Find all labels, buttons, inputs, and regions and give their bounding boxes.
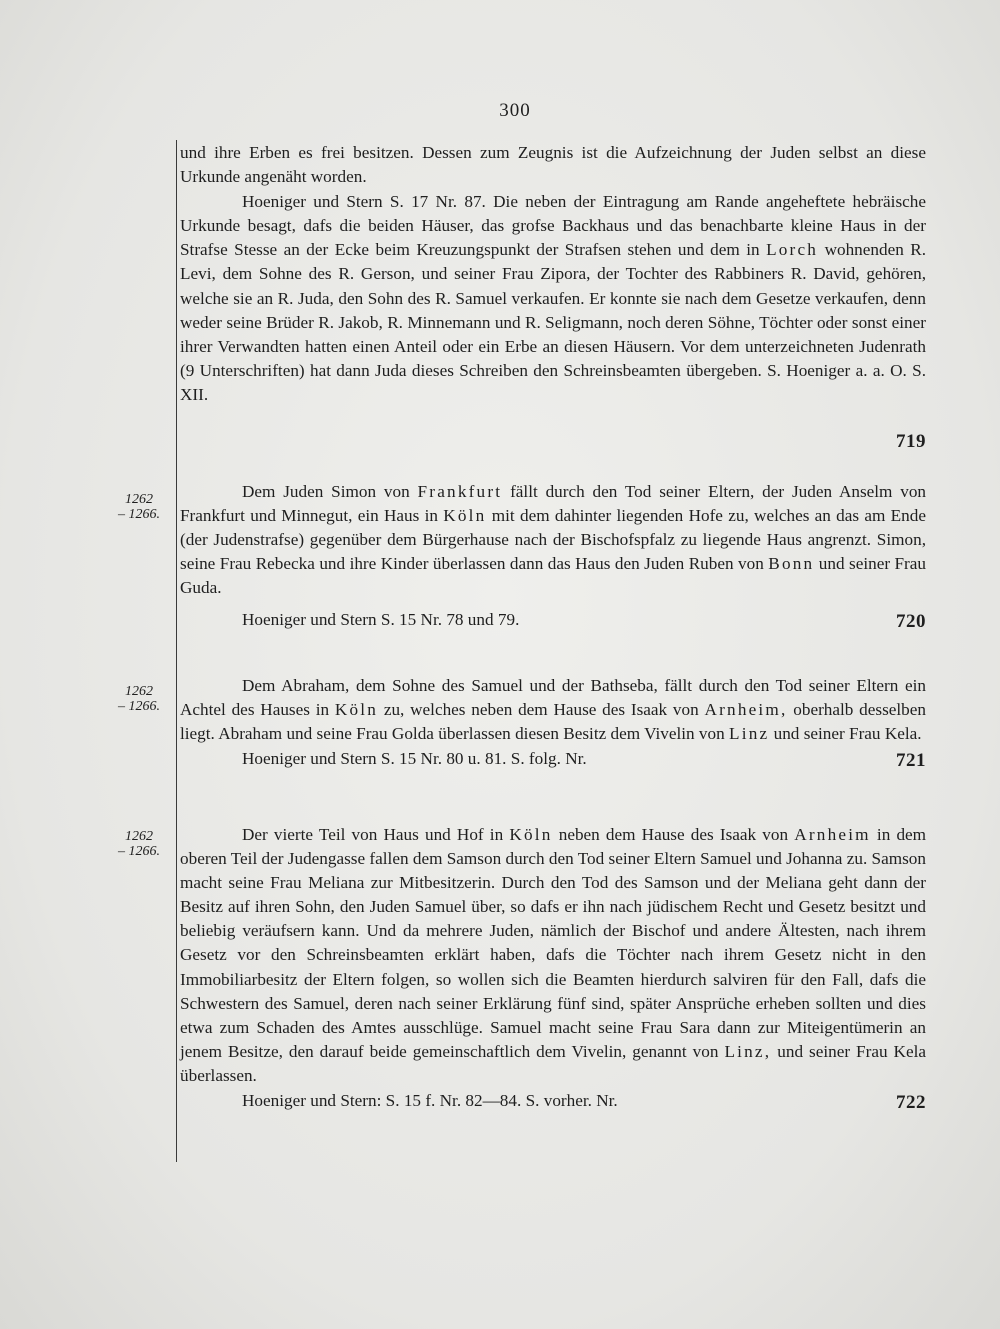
place-name: Arnheim, (704, 700, 788, 720)
entry-719-text-b: wohnenden R. Levi, dem Sohne des R. Gerson, und seiner Frau Zipora, der Tochter des Rabbiners R. David, gehören, welche sie an R. Juda, den Sohn des R. Samuel verkaufen. Er konnte sie nach dem Gesetze verkaufen, denn weder seine Brüder R. Jakob, R. Minnemann und R. Seligmann, noch deren Söhne, Töchter oder sonst einer ihrer Verwandten hatten einen Anteil oder ein Erbe an diesen Häusern. Vor dem unterzeichneten Judenrath (9 Unterschriften) hat dann Juda dieses Schreiben den Schreinsbeamten übergeben. S. Hoeniger a. a. O. S. XII. (180, 240, 927, 404)
entry-719 (180, 141, 927, 452)
margin-rule (176, 140, 177, 1162)
place-name: Lorch (766, 240, 819, 260)
bleed-through-left (96, 140, 176, 162)
place-name: Arnheim (794, 825, 871, 844)
entry-719-opening: und ihre Erben es frei besitzen. Dessen zum Zeugnis ist die Aufzeichnung der Juden selbst an diese Urkunde angenäht worden. (180, 143, 926, 187)
entry-number: 720 (896, 611, 926, 633)
entry-720-body (180, 480, 926, 600)
entry-722-text: neben dem Hause des Isaak von (558, 825, 789, 844)
entry-number: 719 (896, 431, 926, 452)
entry-719-body (180, 190, 926, 407)
place-name: Bonn (768, 554, 815, 574)
entry-722-date: 1262 – 1266. (118, 829, 160, 859)
entry-720-text: und seiner Frau Guda. (180, 554, 927, 598)
entry-720-text: fällt durch den Tod seiner Eltern, der Juden Anselm von Frankfurt und Minnegut, ein Haus in (180, 482, 927, 526)
entry-722-text: Der vierte Teil von Haus und Hof in (242, 825, 504, 844)
entry-720-reference: Hoeniger und Stern S. 15 Nr. 78 und 79. (242, 610, 520, 630)
entry-722-reference: Hoeniger und Stern: S. 15 f. Nr. 82—84. S. vorher. Nr. (242, 1091, 618, 1111)
page-number: 300 (499, 100, 531, 121)
entry-722-text: in dem oberen Teil der Judengasse fallen dem Samson durch den Tod seiner Eltern Samuel und Johanna zu. Samson macht seine Frau Meliana zur Mitbesitzerin. Durch den Tod des Samson und der Meliana geht dann der Besitz auf ihren Sohn, den Juden Samuel über, so dafs er ihn nach jüdischem Recht und Gesetz besitzt und beliebig veräufsern kann. Und da mehrere Juden, nämlich der Bischof und andere Ältesten, nach ihrem Gesetz vor den Schreinsbeamten erklärt haben, dafs die Töchter nach ihrem Gesetz nicht in den Immobiliarbesitz der Eltern folgen, so wollen sich die Beamten hierdurch salviren für den Fall, dafs die Schwestern des Samuel, deren nach seiner Erklärung fünf sind, später Ansprüche erheben sollten und dies etwa zum Schaden des Amtes ausschlüge. Samuel macht seine Frau Sara dann zur Miteigentümerin an jenem Besitze, den darauf beide gemeinschaftlich dem Vivelin, genannt von (180, 825, 927, 1061)
place-name: Linz (729, 724, 770, 744)
entry-722-reference-line (180, 1089, 926, 1113)
entry-number: 722 (896, 1092, 926, 1114)
entry-722 (180, 823, 926, 1113)
entry-719-text-a: Hoeniger und Stern S. 17 Nr. 87. Die neben der Eintragung am Rande angeheftete hebräische Urkunde besagt, dafs die beiden Häuser, das grofse Backhaus und das benachbarte kleine Haus in der Strafse Stesse an der Ecke beim Kreuzungspunkt der Strafsen stehen und dem in (180, 192, 926, 260)
entry-number: 721 (896, 750, 926, 772)
entry-721-reference-line (180, 747, 926, 771)
entry-720-text: mit dem dahinter liegenden Hofe zu, welches an das am Ende (der Judenstrafse) gegenüber dem Bürgerhause nach der Bischofspfalz zu liegende Haus angrenzt. Simon, seine Frau Rebecka und ihre Kinder überlassen dann das Haus den Juden Ruben von (180, 506, 926, 574)
entry-720 (180, 480, 926, 633)
entry-721-date: 1262 – 1266. (118, 684, 160, 714)
entry-720-date: 1262 – 1266. (118, 492, 160, 522)
place-name: Köln (334, 700, 379, 720)
entry-721-reference: Hoeniger und Stern S. 15 Nr. 80 u. 81. S. folg. Nr. (242, 749, 587, 769)
place-name: Köln (443, 506, 487, 526)
entry-721 (180, 674, 926, 771)
entry-722-body (180, 823, 926, 1088)
entry-722-text: und seiner Frau Kela überlassen. (180, 1041, 927, 1085)
entry-721-body (180, 674, 926, 746)
entry-720-reference-line (180, 608, 926, 632)
place-name: Frankfurt (417, 482, 503, 501)
place-name: Linz, (724, 1041, 772, 1061)
entry-721-text: zu, welches neben dem Hause des Isaak von (383, 700, 699, 720)
entry-720-text: Dem Juden Simon von (242, 482, 410, 501)
place-name: Köln (509, 825, 553, 844)
entry-721-text: Dem Abraham, dem Sohne des Samuel und der Bathseba, fällt durch den Tod seiner Eltern ein Achtel des Hauses in (180, 676, 926, 720)
entry-721-text: oberhalb desselben liegt. Abraham und seine Frau Golda überlassen diesen Besitz dem Vivelin von (180, 700, 926, 744)
entry-721-text: und seiner Frau Kela. (773, 724, 922, 744)
